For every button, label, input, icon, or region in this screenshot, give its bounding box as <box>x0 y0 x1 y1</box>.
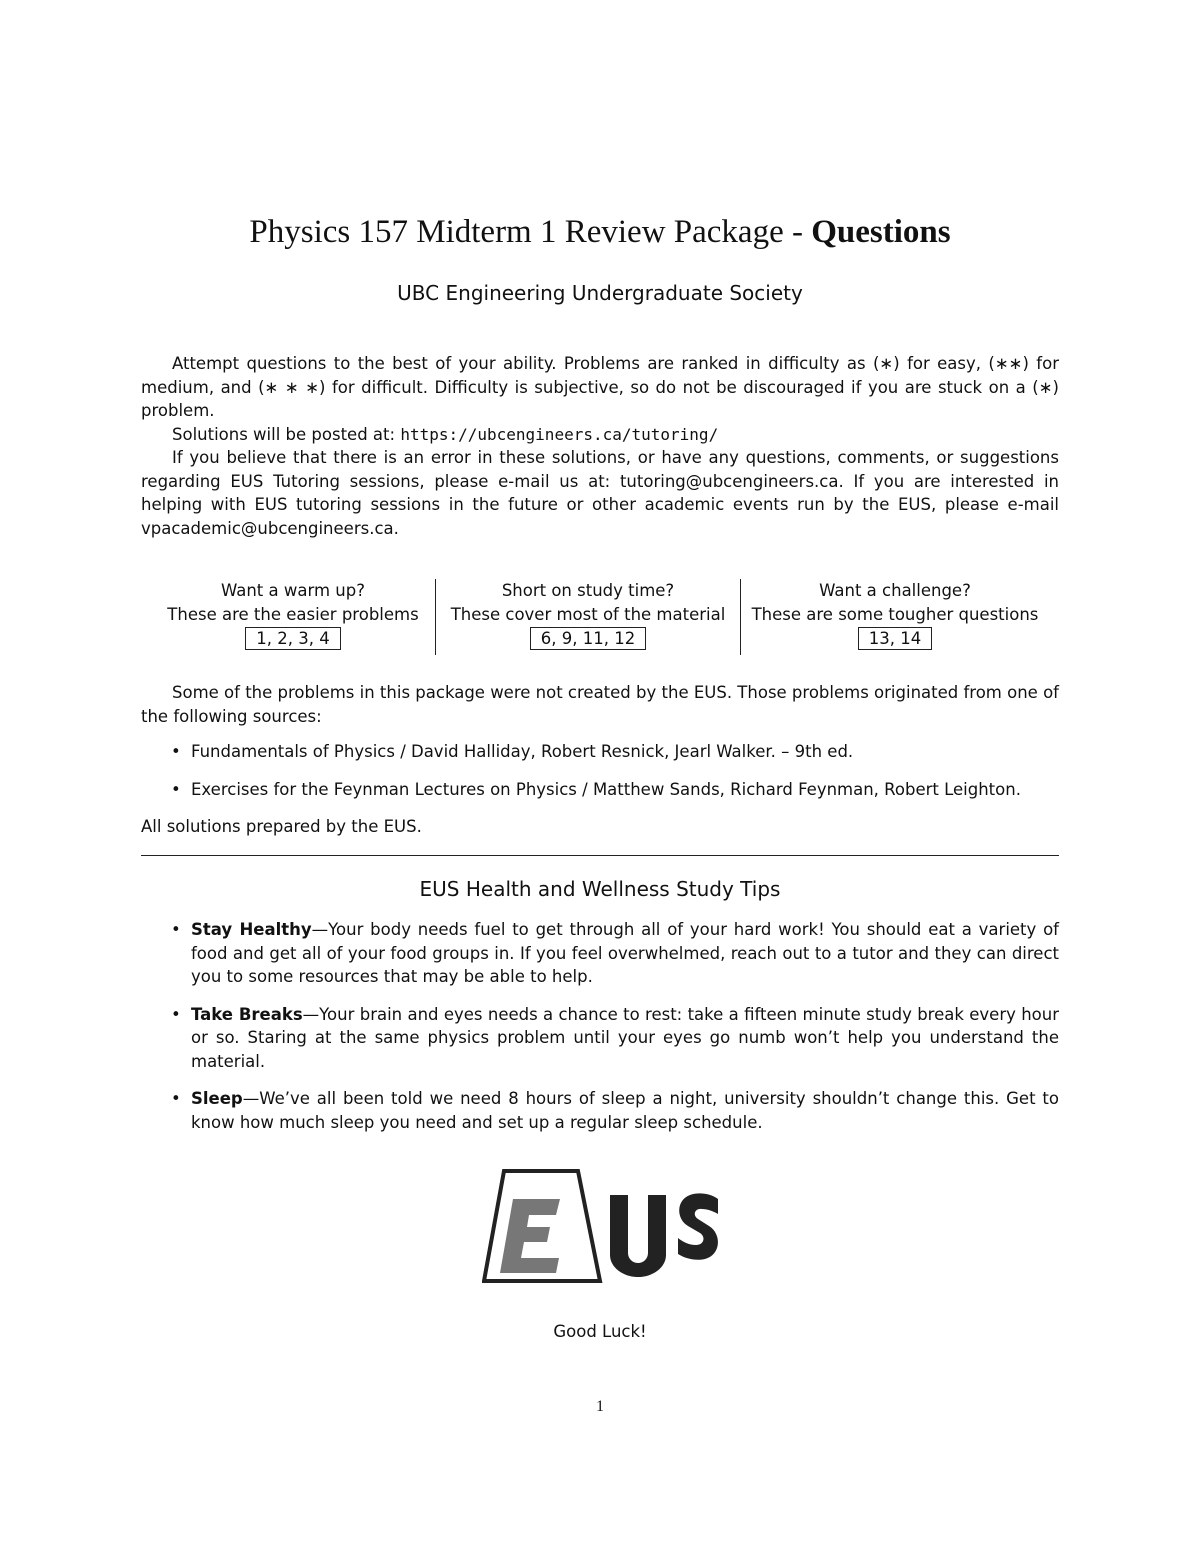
bullet-icon: • <box>171 1089 181 1108</box>
tip-term: Sleep <box>191 1089 243 1108</box>
page-number: 1 <box>596 1398 604 1415</box>
intro-paragraph-contact: If you believe that there is an error in these solutions, or have any questions, comments, or suggestions regarding EUS Tutoring sessions, please e-mail us at: tutoring@ubcengineers.ca. If you are interested in helping with EUS tutoring sessions in the future or other academic events run by the EUS, please e-mail vpacademic@ubcengineers.ca. <box>141 448 1059 538</box>
sources-section <box>141 681 1059 839</box>
tip-text: —Your body needs fuel to get through all of your hard work! You should eat a variety of food and get all of your food groups in. If you feel overwhelmed, reach out to a tutor and they can direct you to some resources that may be able to help. <box>191 920 1059 986</box>
solutions-prefix: Solutions will be posted at: <box>172 424 401 444</box>
intro-paragraph-solutions <box>141 423 1059 447</box>
problem-selection-table <box>141 579 1059 655</box>
tip-text: —Your brain and eyes needs a chance to rest: take a fifteen minute study break every hour or so. Staring at the same physics problem until your eyes go numb won’t help you understand the material. <box>191 1004 1059 1071</box>
choice-problem-list: 1, 2, 3, 4 <box>245 627 340 650</box>
tip-term: Take Breaks <box>191 1004 303 1024</box>
tips-list <box>141 918 1059 1134</box>
choice-heading: Want a challenge? <box>819 581 971 600</box>
title-main: Physics 157 Midterm 1 Review Package - <box>249 214 812 250</box>
list-item <box>141 918 1059 989</box>
source-citation: Fundamentals of Physics / David Halliday, Robert Resnick, Jearl Walker. – 9th ed. <box>191 742 854 761</box>
bullet-icon: • <box>171 1004 181 1024</box>
sources-intro: Some of the problems in this package were not created by the EUS. Those problems originated from one of the following sources: <box>141 683 1059 726</box>
tips-section <box>141 918 1059 1148</box>
list-item <box>141 1003 1059 1074</box>
choice-heading: Want a warm up? <box>220 581 365 600</box>
solutions-url-link[interactable]: https://ubcengineers.ca/tutoring/ <box>400 424 719 444</box>
list-item <box>141 1087 1059 1134</box>
logo-u-letter <box>610 1195 666 1277</box>
tips-heading: EUS Health and Wellness Study Tips <box>419 877 781 901</box>
tip-term: Stay Healthy <box>191 920 312 939</box>
page-title <box>141 210 1059 254</box>
source-citation: Exercises for the Feynman Lectures on Physics / Matthew Sands, Richard Feynman, Robert Leighton. <box>191 779 1021 799</box>
choice-column-warmup <box>151 579 435 655</box>
bullet-icon: • <box>171 779 181 799</box>
list-item <box>141 740 1059 764</box>
closing-message: Good Luck! <box>553 1322 647 1341</box>
choice-heading: Short on study time? <box>501 581 675 600</box>
bullet-icon: • <box>171 742 181 761</box>
choice-description: These cover most of the material <box>450 604 726 624</box>
page-subtitle: UBC Engineering Undergraduate Society <box>397 281 803 305</box>
bullet-icon: • <box>171 920 181 939</box>
choice-column-short-time <box>435 579 741 655</box>
logo-s-letter <box>678 1193 718 1259</box>
list-item <box>141 778 1059 802</box>
intro-paragraph-difficulty: Attempt questions to the best of your ability. Problems are ranked in difficulty as (∗) for easy, (∗∗) for medium, and (∗ ∗ ∗) for difficult. Difficulty is subjective, so do not be discouraged if you are stuck on a (∗) problem. <box>141 354 1059 420</box>
sources-footer: All solutions prepared by the EUS. <box>141 817 422 836</box>
title-emphasis: Questions <box>811 214 951 250</box>
sources-list <box>141 740 1059 801</box>
choice-description: These are the easier problems <box>167 604 419 624</box>
tip-text: —We’ve all been told we need 8 hours of sleep a night, university shouldn’t change this. Get to know how much sleep you need and set up a regular sleep schedule. <box>191 1089 1059 1132</box>
choice-column-challenge <box>741 579 1049 655</box>
choice-problem-list: 13, 14 <box>858 627 932 650</box>
choice-problem-list: 6, 9, 11, 12 <box>530 627 646 650</box>
choice-description: These are some tougher questions <box>751 604 1039 624</box>
intro-section <box>141 352 1059 540</box>
eus-logo <box>482 1169 722 1283</box>
section-divider <box>141 855 1059 856</box>
